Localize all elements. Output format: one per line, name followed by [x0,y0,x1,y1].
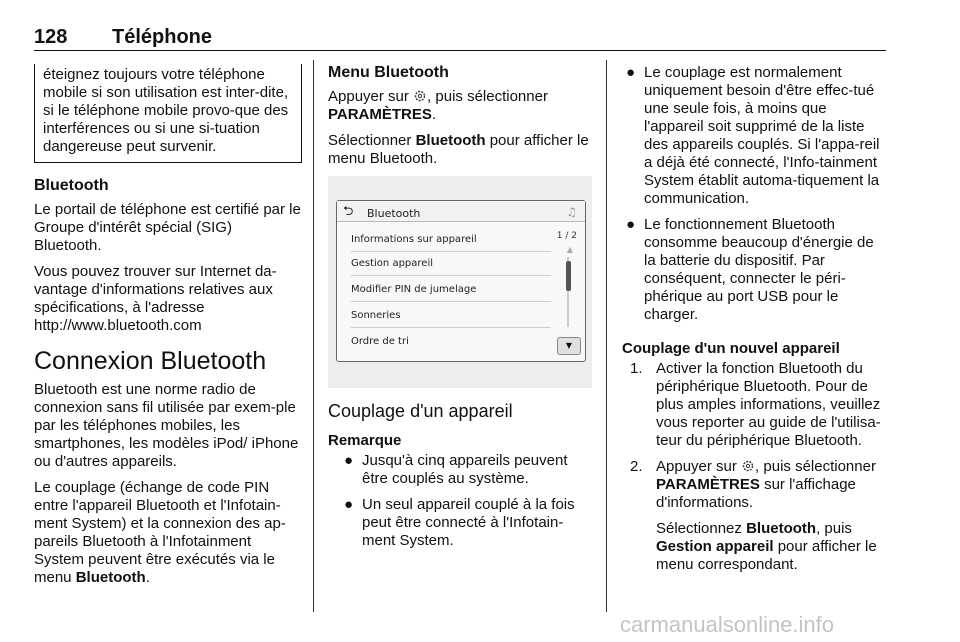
paragraph: Vous pouvez trouver sur Internet da-vantage d'informations relatives aux spécifications, à l'adresse http://www.bluetooth.com [34,263,277,334]
remark-heading: Remarque [328,432,402,449]
settings-gear-icon [413,89,427,103]
menu-item-ringtones[interactable]: Sonneries [351,305,551,328]
column-left [34,64,302,595]
watermark: carmanualsonline.info [620,612,835,637]
column-divider [606,60,607,612]
screen-title: Bluetooth [367,207,421,220]
list-item: ● Jusqu'à cinq appareils peuvent être couplés au système. [344,452,568,487]
column-divider [313,60,314,612]
list-item: ● Le couplage est normalement uniquement besoin d'être effec-tué une seule fois, à moins que l'appareil soit supprimé de la liste des appareils couplés. Si l'appa-reil a déjà été connecté, l'Info-tainment System établit automa-tiquement la communication. [626,64,880,207]
settings-gear-icon [741,459,755,473]
music-note-icon[interactable]: ♫ [566,205,577,219]
screen-header [337,201,585,222]
paragraph: Le portail de téléphone est certifié par le Groupe d'intérêt spécial (SIG) Bluetooth. [34,201,301,254]
menu-item-device-info[interactable]: Informations sur appareil [351,229,551,252]
column-middle [328,64,590,558]
menu-item-device-management[interactable]: Gestion appareil [351,253,551,276]
numbered-step: 2. Appuyer sur , puis sélectionner PARAMÈTRES sur l'affichage d'informations. [630,458,876,511]
section-heading: Couplage d'un nouvel appareil [622,340,840,357]
page-number: 128 [34,26,68,48]
menu-item-modify-pin[interactable]: Modifier PIN de jumelage [351,279,551,302]
paragraph: Sélectionner Bluetooth pour afficher le menu Bluetooth. [328,132,589,167]
section-heading: Couplage d'un appareil [328,401,513,421]
page-header [34,26,886,51]
back-arrow-icon[interactable]: ⮌ [343,204,354,219]
warning-text: éteignez toujours votre téléphone mobile si son utilisation est inter-dite, si le téléphone mobile provo-que des interférences ou si une si-tuation dangereuse peut survenir. [43,66,289,155]
section-heading: Bluetooth [34,177,109,194]
paragraph: Appuyer sur , puis sélectionner PARAMÈTRES. [328,88,548,123]
numbered-step: 1. Activer la fonction Bluetooth du périphérique Bluetooth. Pour de plus amples informations, veuillez vous reporter au guide de l'utilisa-teur du périphérique Bluetooth. [630,360,881,449]
scroll-up-icon[interactable]: ▲ [566,245,573,254]
paragraph: Bluetooth est une norme radio de connexion sans fil utilisée par exem-ple par les téléphones mobiles, les smartphones, les modèles iPod/ iPhone ou d'autres appareils. [34,381,299,470]
page-indicator: 1 / 2 [556,231,577,241]
column-right [622,64,888,582]
list-item: ● Le fonctionnement Bluetooth consomme beaucoup d'énergie de la batterie du dispositif. Par conséquent, connecter le péri-phérique au port USB pour le charger. [626,216,874,323]
infotainment-screen [336,200,586,362]
chapter-heading: Connexion Bluetooth [34,347,267,375]
list-item: ● Un seul appareil couplé à la fois peut être connecté à l'Infotain-ment System. [344,496,575,549]
paragraph: Sélectionnez Bluetooth, puis Gestion appareil pour afficher le menu correspondant. [656,520,877,573]
paragraph: Le couplage (échange de code PIN entre l'appareil Bluetooth et l'Infotain-ment System) et la connexion des ap-pareils Bluetooth à l'Infotainment System peuvent être exécutés via le menu Bluetooth. [34,479,286,586]
bluetooth-menu-screenshot [328,176,592,388]
section-heading: Menu Bluetooth [328,64,449,81]
menu-item-sort-order[interactable]: Ordre de tri [351,336,409,347]
warning-box [34,64,302,163]
page-title: Téléphone [112,26,213,48]
scrollbar-thumb[interactable] [566,261,571,291]
scroll-down-button[interactable]: ▼ [557,337,581,355]
